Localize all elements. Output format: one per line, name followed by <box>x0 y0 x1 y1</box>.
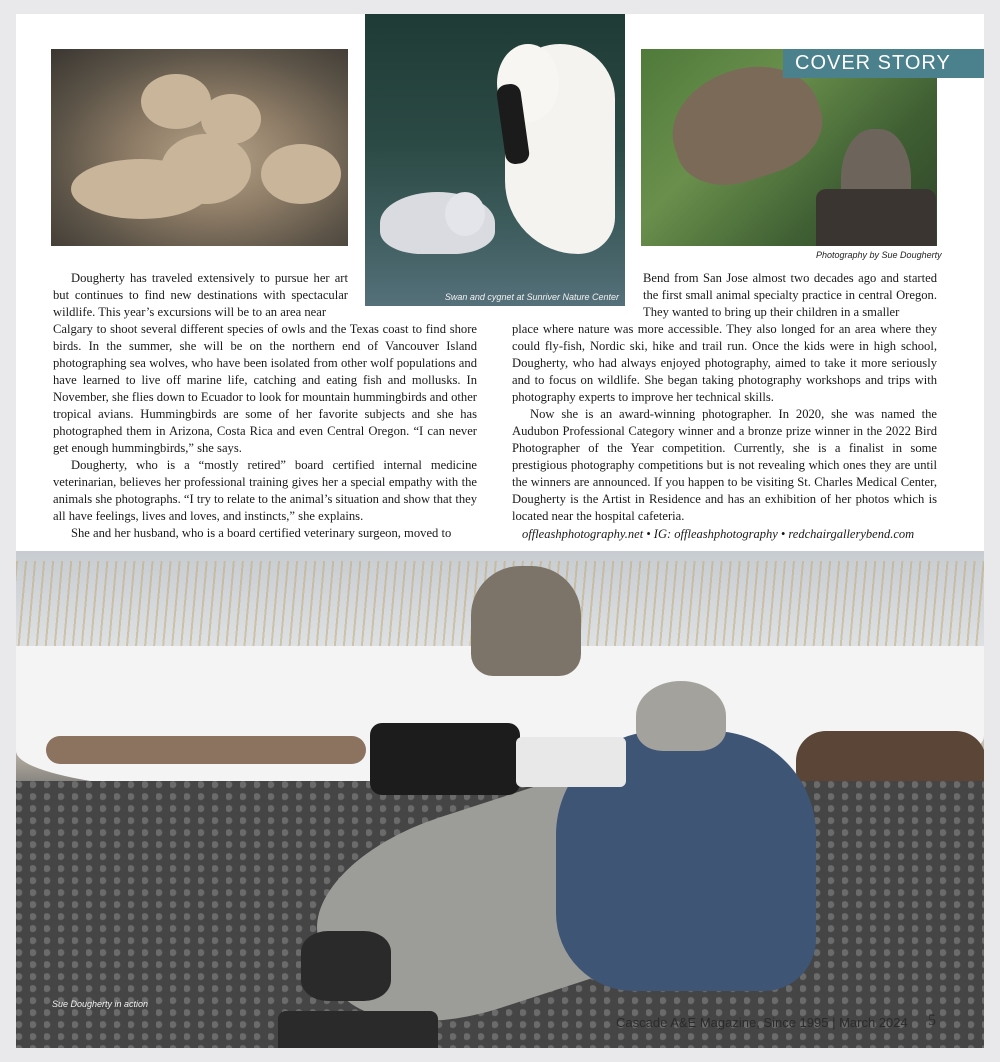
right-paragraph-2: Now she is an award-winning photographer. In 2020, she was named the Audubon Professional Category winner and a bronze prize winner in the 2022 Bird Photographer of the Year competition. Currently, she is a finalist in some prestigious photography competitions but is not revealing which ones they are until the winners are announced. If you happen to be visiting St. Charles Medical Center, Dougherty is the Artist in Residence and has an exhibition of her photos which is located near the hospital cafeteria. <box>512 407 937 523</box>
section-banner: COVER STORY <box>783 49 984 78</box>
left-paragraph-2: Dougherty, who is a “mostly retired” board certified internal medicine veterinarian, believes her professional training gives her a special empathy with the animals she photographs. “I try to relate to the animal’s situation and show that they all have feelings, lives and loves, and instincts,” she explains. <box>53 458 477 523</box>
left-paragraph-1-cont: Calgary to shoot several different species of owls and the Texas coast to find shore birds. In the summer, she will be on the northern end of Vancouver Island photographing sea wolves, who have been isolated from other wolf populations and have learned to live off marine life, catching and eating fish and mollusks. In November, she flies down to Ecuador to look for mountain hummingbirds and other tropical avians. Hummingbirds are some of her favorite subjects and she has photographed them in Arizona, Costa Rica and even Central Oregon. “I can never get enough hummingbirds,” she says. <box>53 322 477 455</box>
left-paragraph-1: Dougherty has traveled extensively to pursue her art but continues to find new destinations with spectacular wildlife. This year’s excursions will be to an area near <box>53 271 348 319</box>
swan-photo <box>365 14 625 306</box>
hero-photo <box>16 551 984 1048</box>
links-line: offleashphotography.net • IG: offleashphotography • redchairgallerybend.com <box>522 527 915 541</box>
right-paragraph-1-cont: place where nature was more accessible. They also longed for an area where they could fly-fish, Nordic ski, hike and trail run. Once the kids were in high school, Dougherty, who had always enjoyed photography, aimed to take it more seriously and to focus on wildlife. She began taking photography workshops and trips with photography experts to improve her technical skills. <box>512 322 937 404</box>
right-column-body <box>512 321 937 525</box>
right-paragraph-1: Bend from San Jose almost two decades ago and started the first small animal specialty practice in central Oregon. They wanted to bring up their children in a smaller <box>643 271 937 319</box>
cougars-photo <box>51 49 348 246</box>
left-column-body <box>53 321 477 542</box>
right-column-top <box>643 270 937 321</box>
left-column-top <box>53 270 348 321</box>
page-number: 5 <box>928 1012 936 1029</box>
photo-credit: Photography by Sue Dougherty <box>816 250 942 260</box>
left-paragraph-3: She and her husband, who is a board certified veterinary surgeon, moved to <box>71 526 452 540</box>
owls-photo <box>641 49 937 246</box>
magazine-page <box>16 14 984 1048</box>
swan-caption: Swan and cygnet at Sunriver Nature Center <box>444 292 619 302</box>
hero-caption: Sue Dougherty in action <box>52 999 149 1009</box>
magazine-footer: Cascade A&E Magazine, Since 1995 | March 2024 <box>616 1015 908 1030</box>
